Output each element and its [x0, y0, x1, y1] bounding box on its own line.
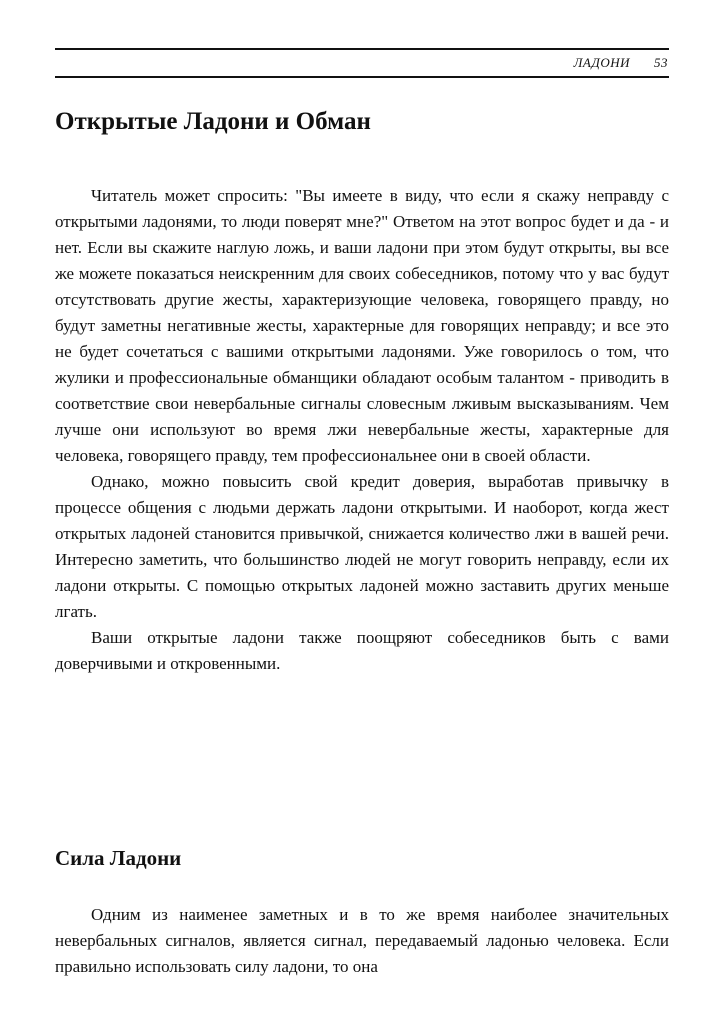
section-heading-open-palms-deception: Открытые Ладони и Обман: [55, 108, 371, 135]
section-1-body: [55, 183, 669, 677]
section-heading-palm-power: Сила Ладони: [55, 846, 182, 870]
paragraph: Читатель может спросить: "Вы имеете в виду, что если я скажу неправду с открытыми ладонями, то люди поверят мне?" Ответом на этот вопрос будет и да - и нет. Если вы скажите наглую ложь, и ваши ладони при этом будут открыты, вы все же можете показаться неискренним для своих собеседников, потому что у вас будут отсутствовать другие жесты, характеризующие человека, говорящего правду, но будут заметны негативные жесты, характерные для говорящих неправду; и все это не будет сочетаться с вашими открытыми ладонями. Уже говорилось о том, что жулики и профессиональные обманщики обладают особым талантом - приводить в соответствие свои невербальные сигналы словесным лживым высказываниям. Чем лучше они используют во время лжи невербальные жесты, характерные для человека, говорящего правду, тем профессиональнее они в своей области.: [55, 186, 669, 465]
running-head: [574, 55, 668, 71]
running-head-title: ЛАДОНИ: [573, 55, 630, 70]
page-number: 53: [654, 55, 668, 70]
paragraph: Одним из наименее заметных и в то же время наиболее значительных невербальных сигналов, является сигнал, передаваемый ладонью человека. Если правильно использовать силу ладони, то она: [55, 905, 669, 976]
header-rule-bottom: [55, 76, 669, 78]
paragraph: Ваши открытые ладони также поощряют собеседников быть с вами доверчивыми и откровенными.: [55, 628, 669, 673]
header-rule-top: [55, 48, 669, 50]
paragraph: Однако, можно повысить свой кредит доверия, выработав привычку в процессе общения с людьми держать ладони открытыми. И наоборот, когда жест открытых ладоней становится привычкой, снижается количество лжи в вашей речи. Интересно заметить, что большинство людей не могут говорить неправду, если их ладони открыты. С помощью открытых ладоней можно заставить других меньше лгать.: [55, 472, 669, 621]
section-2-body: [55, 902, 669, 980]
